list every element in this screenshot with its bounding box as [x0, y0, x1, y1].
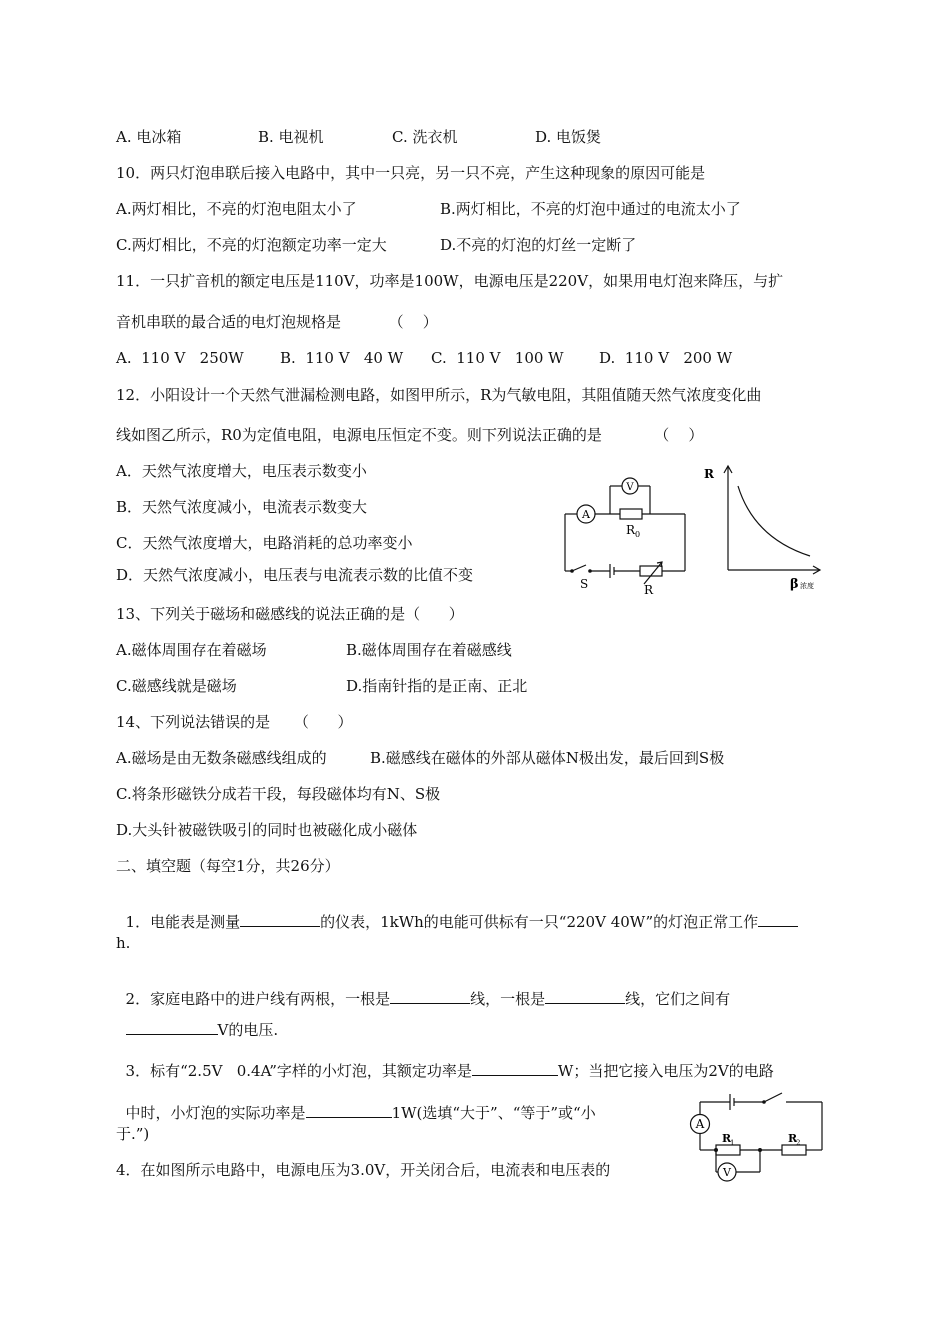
- r1-label: R: [722, 1132, 732, 1145]
- r1-subscript: 1: [730, 1139, 735, 1147]
- section-title: 二、填空题（每空1分，共26分）: [116, 857, 340, 875]
- sensor-resistor-label: R: [644, 583, 654, 595]
- q11-option-b: B. 110 V 40 W: [280, 349, 404, 367]
- q14-option-d: D.大头针被磁铁吸引的同时也被磁化成小磁体: [116, 821, 418, 839]
- svg-text:V: V: [723, 1166, 731, 1179]
- fill-q2-text-b: 线，一根是: [470, 990, 546, 1008]
- svg-text:V: V: [626, 482, 634, 493]
- svg-text:A: A: [695, 1117, 705, 1131]
- fill-q1-text-a: 1．电能表是测量: [125, 913, 241, 931]
- fill-q2-text-d: V的电压.: [217, 1021, 279, 1039]
- q10-option-d: D.不亮的灯泡的灯丝一定断了: [440, 236, 637, 254]
- q13-option-b: B.磁体周围存在着磁感线: [346, 641, 512, 659]
- q14-option-c: C.将条形磁铁分成若干段，每段磁体均有N、S极: [116, 785, 441, 803]
- fill-q2-blank-3[interactable]: [126, 1020, 218, 1035]
- q12-resistance-graph: [698, 458, 828, 592]
- fill-q1-line1: [116, 892, 798, 932]
- q10-option-c: C.两灯相比，不亮的灯泡额定功率一定大: [116, 236, 387, 254]
- fill-q3-line3: 于.”): [116, 1125, 150, 1143]
- r0-label: R: [626, 523, 636, 537]
- voltmeter-icon: [622, 478, 638, 494]
- r2-label: R: [788, 1132, 798, 1145]
- fill-q3-text-c: 中时，小灯泡的实际功率是: [125, 1104, 306, 1122]
- q11-stem-line1: 11．一只扩音机的额定电压是110V，功率是100W，电源电压是220V，如果用电灯泡来降压，与扩: [116, 272, 784, 290]
- fill-q2-text-c: 线，它们之间有: [625, 990, 731, 1008]
- q9-option-b: B. 电视机: [258, 128, 324, 146]
- q13-option-c: C.磁感线就是磁场: [116, 677, 237, 695]
- q11-option-d: D. 110 V 200 W: [599, 349, 733, 367]
- fill-q4-circuit-diagram: [682, 1090, 832, 1190]
- q9-option-d: D. 电饭煲: [535, 128, 602, 146]
- q9-option-c: C. 洗衣机: [392, 128, 458, 146]
- q14-stem: 14、下列说法错误的是 （ ）: [116, 713, 353, 731]
- q12-option-d: D．天然气浓度减小，电压表与电流表示数的比值不变: [116, 566, 474, 584]
- fill-q3-text-a: 3．标有“2.5V 0.4A”字样的小灯泡，其额定功率是: [125, 1062, 472, 1080]
- q12-option-b: B．天然气浓度减小，电流表示数变大: [116, 498, 368, 516]
- fill-q3-blank-2[interactable]: [306, 1103, 392, 1118]
- fill-q2-blank-1[interactable]: [390, 989, 470, 1004]
- q12-stem-line2: 线如图乙所示，R0为定值电阻，电源电压恒定不变。则下列说法正确的是 （ ）: [116, 426, 704, 444]
- q14-option-a: A.磁场是由无数条磁感线组成的: [116, 749, 327, 767]
- fill-q2-text-a: 2．家庭电路中的进户线有两根，一根是: [125, 990, 391, 1008]
- q10-stem: 10．两只灯泡串联后接入电路中，其中一只亮，另一只不亮，产生这种现象的原因可能是: [116, 164, 706, 182]
- q9-option-a: A. 电冰箱: [116, 128, 182, 146]
- q10-option-b: B.两灯相比，不亮的灯泡中通过的电流太小了: [440, 200, 741, 218]
- q12-stem-line1: 12．小阳设计一个天然气泄漏检测电路，如图甲所示，R为气敏电阻，其阻值随天然气浓度变化曲: [116, 386, 762, 404]
- q14-option-b: B.磁感线在磁体的外部从磁体N极出发，最后回到S极: [370, 749, 725, 767]
- fill-q3-text-d: 1W(选填“大于”、“等于”或“小: [391, 1104, 596, 1122]
- q11-option-c: C. 110 V 100 W: [431, 349, 564, 367]
- fill-q3-line1: [116, 1041, 774, 1081]
- q12-circuit-diagram: [560, 470, 695, 595]
- fill-q3-blank-1[interactable]: [472, 1061, 558, 1076]
- fill-q4-stem: 4．在如图所示电路中，电源电压为3.0V，开关闭合后，电流表和电压表的: [116, 1161, 611, 1179]
- fill-q2-blank-2[interactable]: [545, 989, 625, 1004]
- fill-q1-unit: h.: [116, 934, 131, 952]
- fill-q2-line2: [116, 1000, 278, 1040]
- svg-text:A: A: [582, 508, 590, 521]
- q13-option-d: D.指南针指的是正南、正北: [346, 677, 528, 695]
- q12-option-c: C．天然气浓度增大，电路消耗的总功率变小: [116, 534, 413, 552]
- r2-subscript: 2: [796, 1139, 801, 1147]
- graph-x-label: β: [790, 577, 799, 592]
- q12-option-a: A．天然气浓度增大，电压表示数变小: [116, 462, 367, 480]
- graph-y-label: R: [704, 467, 714, 481]
- voltmeter-icon: [718, 1163, 736, 1181]
- switch-label: S: [580, 577, 589, 591]
- fill-q1-text-b: 的仪表，1kWh的电能可供标有一只“220V 40W”的灯泡正常工作: [320, 913, 759, 931]
- ammeter-icon: [577, 505, 595, 523]
- ammeter-icon: [691, 1115, 710, 1134]
- fill-q3-line2: [116, 1083, 596, 1123]
- q13-stem: 13、下列关于磁场和磁感线的说法正确的是（ ）: [116, 605, 464, 623]
- q11-option-a: A. 110 V 250W: [116, 349, 244, 367]
- fill-q1-blank-1[interactable]: [240, 912, 320, 927]
- q13-option-a: A.磁体周围存在着磁场: [116, 641, 267, 659]
- fill-q1-blank-2[interactable]: [758, 912, 798, 927]
- graph-x-unit-label: 浓度: [800, 582, 814, 590]
- fill-q3-text-b: W；当把它接入电压为2V的电路: [557, 1062, 774, 1080]
- q10-option-a: A.两灯相比，不亮的灯泡电阻太小了: [116, 200, 357, 218]
- r0-subscript: 0: [635, 530, 641, 539]
- q11-stem-line2: 音机串联的最合适的电灯泡规格是 （ ）: [116, 313, 438, 331]
